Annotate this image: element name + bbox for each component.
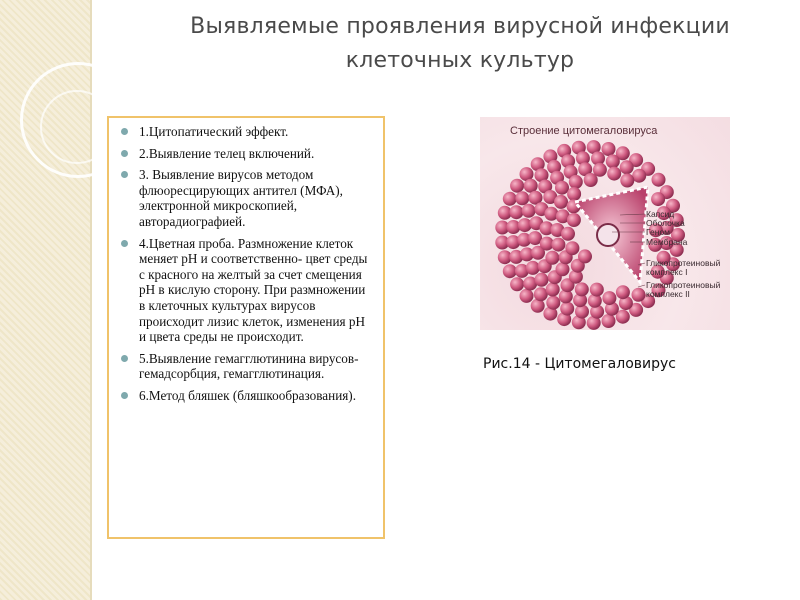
capsomer-sphere <box>526 261 540 275</box>
capsomer-sphere <box>620 160 634 174</box>
item-text: 5.Выявление гемагглютинина вирусов- гемадсорбция, гемагглютинация. <box>139 350 359 382</box>
bullet-icon <box>121 240 128 247</box>
capsomer-sphere <box>503 264 517 278</box>
capsomer-sphere <box>590 283 604 297</box>
capsomer-sphere <box>561 227 575 241</box>
capsomer-sphere <box>575 282 589 296</box>
list-item <box>117 167 373 229</box>
capsomer-sphere <box>652 173 666 187</box>
capsomer-sphere <box>602 314 616 328</box>
capsomer-sphere <box>602 291 616 305</box>
label-genome: Геном <box>646 227 671 237</box>
item-text: 6.Метод бляшек (бляшкообразования). <box>139 387 356 403</box>
item-text: 4.Цветная проба. Размножение клеток меняет pH и соответственно- цвет среды с красного на желтый за счет смещения pH в кислую сторону. При размножении в клеточных культурах вирусов происходит лизис клеток, изменения pH и цвета среды не происходит. <box>139 235 368 345</box>
bullet-icon <box>121 392 128 399</box>
capsomer-sphere <box>520 289 534 303</box>
capsomer-sphere <box>632 169 646 183</box>
capsomer-sphere <box>509 205 523 219</box>
bullet-icon <box>121 171 128 178</box>
capsomer-sphere <box>565 241 579 255</box>
item-text: 1.Цитопатический эффект. <box>139 124 289 139</box>
label-membrane: Мембрана <box>646 237 688 247</box>
capsomer-sphere <box>534 287 548 301</box>
capsomer-sphere <box>607 167 621 181</box>
capsomer-sphere <box>578 249 592 263</box>
bullet-icon <box>121 150 128 157</box>
label-glycoprotein-1: Гликопротеиновый комплекс I <box>646 258 721 277</box>
content-box <box>107 116 385 539</box>
item-text: 2.Выявление телец включений. <box>139 145 315 161</box>
item-text: 3. Выявление вирусов методом флюоресцирующих антител (МФА), электронной микроскопией, авторадиографией. <box>139 167 343 229</box>
capsomer-sphere <box>510 179 524 193</box>
list-item <box>117 388 373 404</box>
capsomer-sphere <box>515 191 529 205</box>
capsomer-sphere <box>606 154 620 168</box>
capsomer-sphere <box>567 187 581 201</box>
capsomer-sphere <box>560 302 574 316</box>
capsomer-sphere <box>510 277 524 291</box>
capsomer-sphere <box>651 192 665 206</box>
capsomer-sphere <box>569 175 583 189</box>
capsomer-sphere <box>632 288 646 302</box>
virus-figure <box>480 117 730 330</box>
capsomer-sphere <box>503 192 517 206</box>
capsomer-sphere <box>545 251 559 265</box>
figure-caption: Рис.14 - Цитомегаловирус <box>483 356 676 372</box>
bullet-list <box>117 124 373 404</box>
list-item <box>117 236 373 345</box>
genome-core <box>597 224 619 246</box>
capsomer-sphere <box>546 296 560 310</box>
decorative-ring-inner <box>40 90 114 164</box>
slide-title: Выявляемые проявления вирусной инфекции клеточных культур <box>190 14 730 73</box>
list-item <box>117 146 373 162</box>
capsomer-sphere <box>584 173 598 187</box>
label-glycoprotein-2: Гликопротеиновый комплекс II <box>646 280 721 299</box>
capsomer-sphere <box>554 195 568 209</box>
label-shell: Оболочка <box>646 218 685 228</box>
capsomer-sphere <box>546 283 560 297</box>
list-item <box>117 124 373 140</box>
capsomer-sphere <box>556 262 570 276</box>
capsomer-sphere <box>522 204 536 218</box>
capsomer-sphere <box>602 142 616 156</box>
list-item <box>117 351 373 382</box>
capsomer-sphere <box>555 181 569 195</box>
capsomer-sphere <box>567 213 581 227</box>
bullet-icon <box>121 128 128 135</box>
figure-title: Строение цитомегаловируса <box>510 125 658 137</box>
bullet-icon <box>121 355 128 362</box>
capsomer-sphere <box>620 174 634 188</box>
capsomer-sphere <box>535 273 549 287</box>
capsomer-sphere <box>616 285 630 299</box>
capsomer-sphere <box>551 238 565 252</box>
label-capsid: Капсид <box>646 209 675 219</box>
capsomer-sphere <box>524 179 538 193</box>
